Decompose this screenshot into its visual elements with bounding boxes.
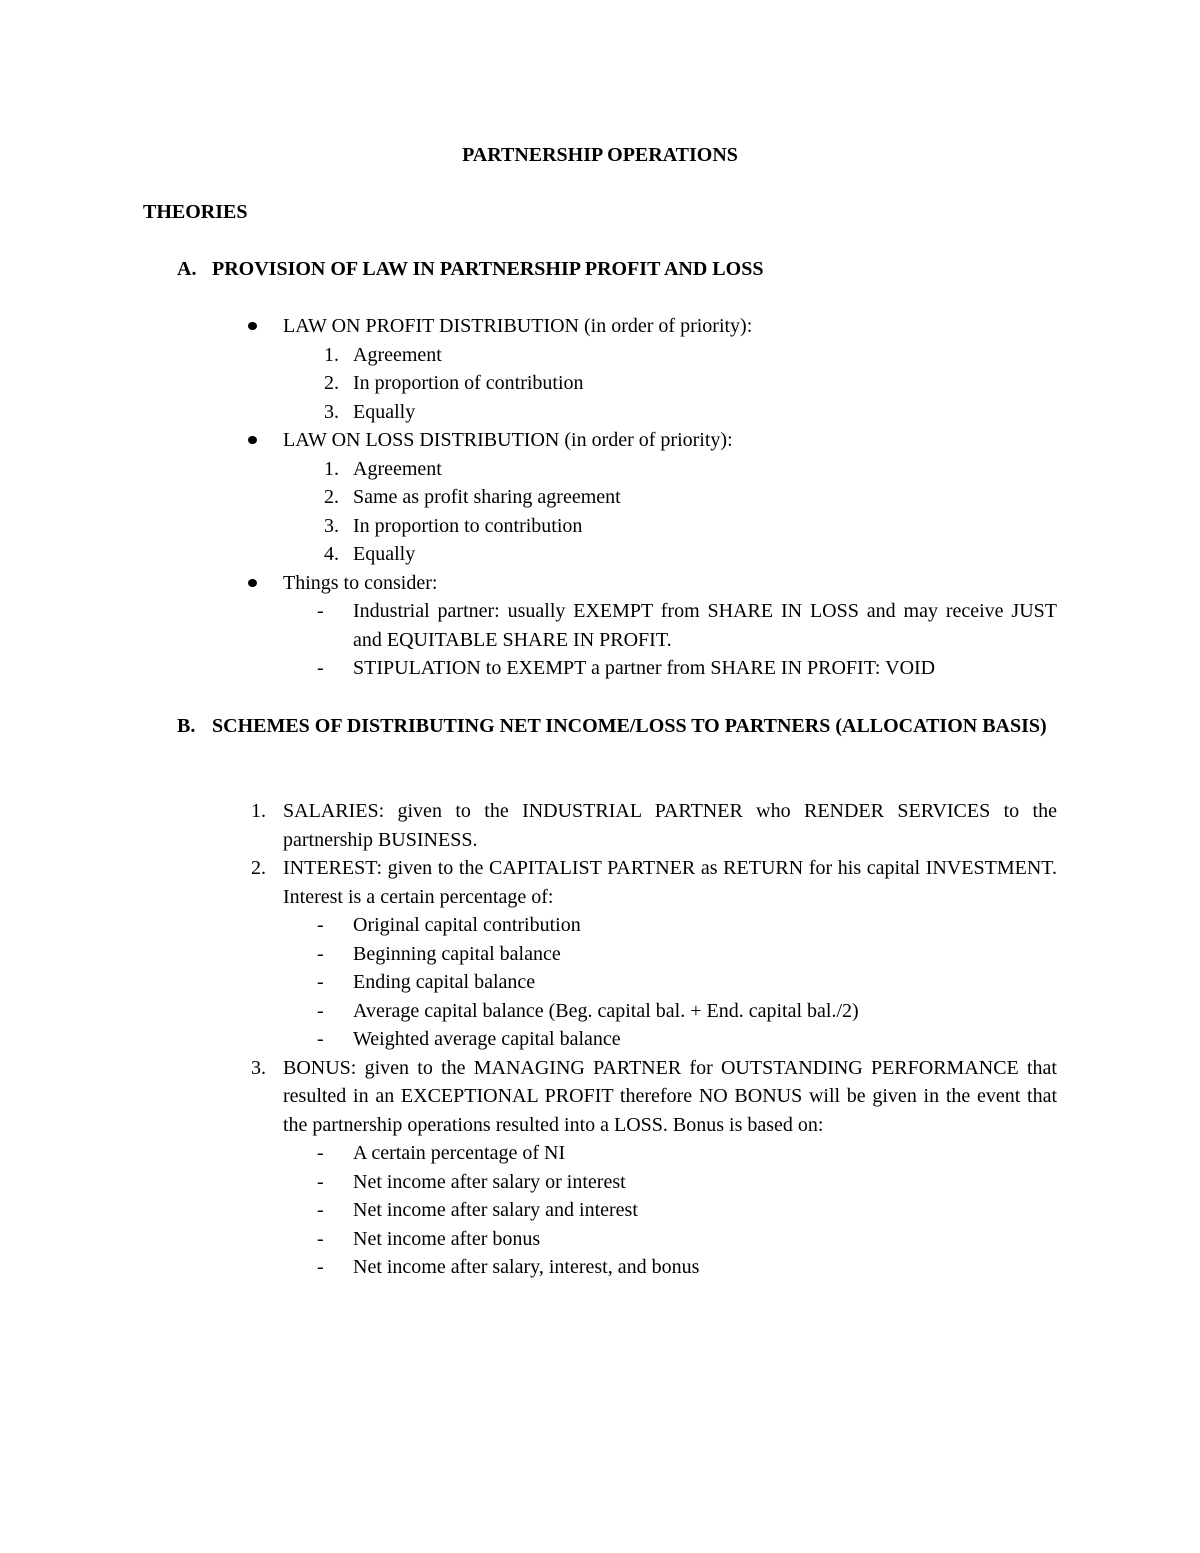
dash-marker: - bbox=[317, 1227, 324, 1250]
theories-heading: THEORIES bbox=[143, 201, 248, 223]
dash-marker: - bbox=[317, 1256, 324, 1278]
list-text: Net income after salary or interest bbox=[353, 1170, 626, 1193]
list-item bbox=[0, 997, 1200, 1026]
loss-law-item bbox=[0, 426, 1200, 455]
bullet-icon bbox=[248, 322, 257, 330]
list-text: Weighted average capital balance bbox=[353, 1028, 621, 1050]
dash-marker: - bbox=[317, 971, 324, 993]
section-b-content bbox=[0, 797, 1200, 1282]
interest-item bbox=[0, 854, 1200, 911]
dash-marker: - bbox=[317, 914, 324, 936]
bullet-icon bbox=[248, 436, 257, 444]
list-number: 1. bbox=[324, 343, 339, 366]
bullet-icon bbox=[248, 579, 257, 587]
list-number: 1. bbox=[324, 457, 339, 480]
list-item bbox=[0, 512, 1200, 541]
dash-marker: - bbox=[317, 600, 324, 622]
list-text: Net income after salary and interest bbox=[353, 1199, 638, 1221]
dash-marker: - bbox=[317, 942, 324, 965]
list-number: 2. bbox=[251, 857, 266, 879]
list-item bbox=[0, 1225, 1200, 1254]
list-item bbox=[0, 341, 1200, 370]
list-item bbox=[0, 455, 1200, 484]
bonus-item bbox=[0, 1054, 1200, 1140]
list-item bbox=[0, 483, 1200, 512]
section-b-title: SCHEMES OF DISTRIBUTING NET INCOME/LOSS TO PARTNERS (ALLOCATION BASIS) bbox=[212, 715, 1047, 737]
document-title: PARTNERSHIP OPERATIONS bbox=[462, 144, 738, 166]
list-number: 3. bbox=[324, 400, 339, 423]
dash-marker: - bbox=[317, 1199, 324, 1221]
list-item bbox=[0, 540, 1200, 569]
section-a-title: PROVISION OF LAW IN PARTNERSHIP PROFIT AND LOSS bbox=[212, 258, 764, 280]
list-text: In proportion of contribution bbox=[353, 372, 584, 394]
dash-marker: - bbox=[317, 1170, 324, 1193]
list-item bbox=[0, 968, 1200, 997]
list-text: Same as profit sharing agreement bbox=[353, 486, 621, 508]
list-text: Net income after salary, interest, and bonus bbox=[353, 1256, 700, 1278]
list-number: 3. bbox=[251, 1056, 266, 1079]
list-text: Industrial partner: usually EXEMPT from SHARE IN LOSS and may receive JUST and EQUITABLE SHARE IN PROFIT. bbox=[353, 600, 1057, 651]
salaries-text: SALARIES: given to the INDUSTRIAL PARTNER who RENDER SERVICES to the partnership BUSINESS. bbox=[283, 800, 1057, 851]
list-text: Ending capital balance bbox=[353, 971, 536, 993]
list-number: 2. bbox=[324, 372, 339, 394]
list-text: Average capital balance (Beg. capital bal. + End. capital bal./2) bbox=[353, 999, 859, 1022]
list-item bbox=[0, 1168, 1200, 1197]
section-a-heading bbox=[177, 255, 1057, 284]
list-text: STIPULATION to EXEMPT a partner from SHARE IN PROFIT: VOID bbox=[353, 657, 936, 679]
dash-marker: - bbox=[317, 999, 324, 1022]
list-item bbox=[0, 369, 1200, 398]
list-number: 4. bbox=[324, 543, 339, 565]
list-text: Net income after bonus bbox=[353, 1227, 541, 1250]
salaries-item bbox=[0, 797, 1200, 854]
list-text: In proportion to contribution bbox=[353, 514, 583, 537]
bonus-text: BONUS: given to the MANAGING PARTNER for OUTSTANDING PERFORMANCE that resulted in an EXCEPTIONAL PROFIT therefore NO BONUS will be given in the event that the partnership operations resulted into a LOSS. Bonus is based on: bbox=[283, 1056, 1057, 1136]
list-item bbox=[0, 1139, 1200, 1168]
consider-item bbox=[0, 569, 1200, 598]
section-a-letter: A. bbox=[177, 258, 197, 280]
loss-law-label: LAW ON LOSS DISTRIBUTION (in order of priority): bbox=[283, 429, 733, 451]
list-item bbox=[0, 1025, 1200, 1054]
list-text: Agreement bbox=[353, 343, 442, 366]
list-item bbox=[0, 597, 1200, 654]
profit-law-item bbox=[0, 312, 1200, 341]
list-number: 1. bbox=[251, 800, 266, 822]
consider-label: Things to consider: bbox=[283, 571, 438, 594]
interest-text: INTEREST: given to the CAPITALIST PARTNER as RETURN for his capital INVESTMENT. Interest is a certain percentage of: bbox=[283, 857, 1057, 908]
list-text: A certain percentage of NI bbox=[353, 1142, 566, 1164]
section-a-content bbox=[0, 312, 1200, 683]
list-item bbox=[0, 911, 1200, 940]
list-item bbox=[0, 1196, 1200, 1225]
list-text: Agreement bbox=[353, 457, 442, 480]
section-b-letter: B. bbox=[177, 715, 196, 737]
dash-marker: - bbox=[317, 1028, 324, 1050]
list-text: Original capital contribution bbox=[353, 914, 581, 936]
list-text: Equally bbox=[353, 543, 416, 565]
list-item bbox=[0, 398, 1200, 427]
list-item bbox=[0, 1253, 1200, 1282]
list-number: 2. bbox=[324, 486, 339, 508]
list-number: 3. bbox=[324, 514, 339, 537]
dash-marker: - bbox=[317, 1142, 324, 1164]
list-item bbox=[0, 940, 1200, 969]
profit-law-label: LAW ON PROFIT DISTRIBUTION (in order of priority): bbox=[283, 315, 753, 337]
list-item bbox=[0, 654, 1200, 683]
dash-marker: - bbox=[317, 657, 324, 679]
section-b-heading bbox=[177, 712, 1057, 741]
list-text: Equally bbox=[353, 400, 416, 423]
list-text: Beginning capital balance bbox=[353, 942, 561, 965]
